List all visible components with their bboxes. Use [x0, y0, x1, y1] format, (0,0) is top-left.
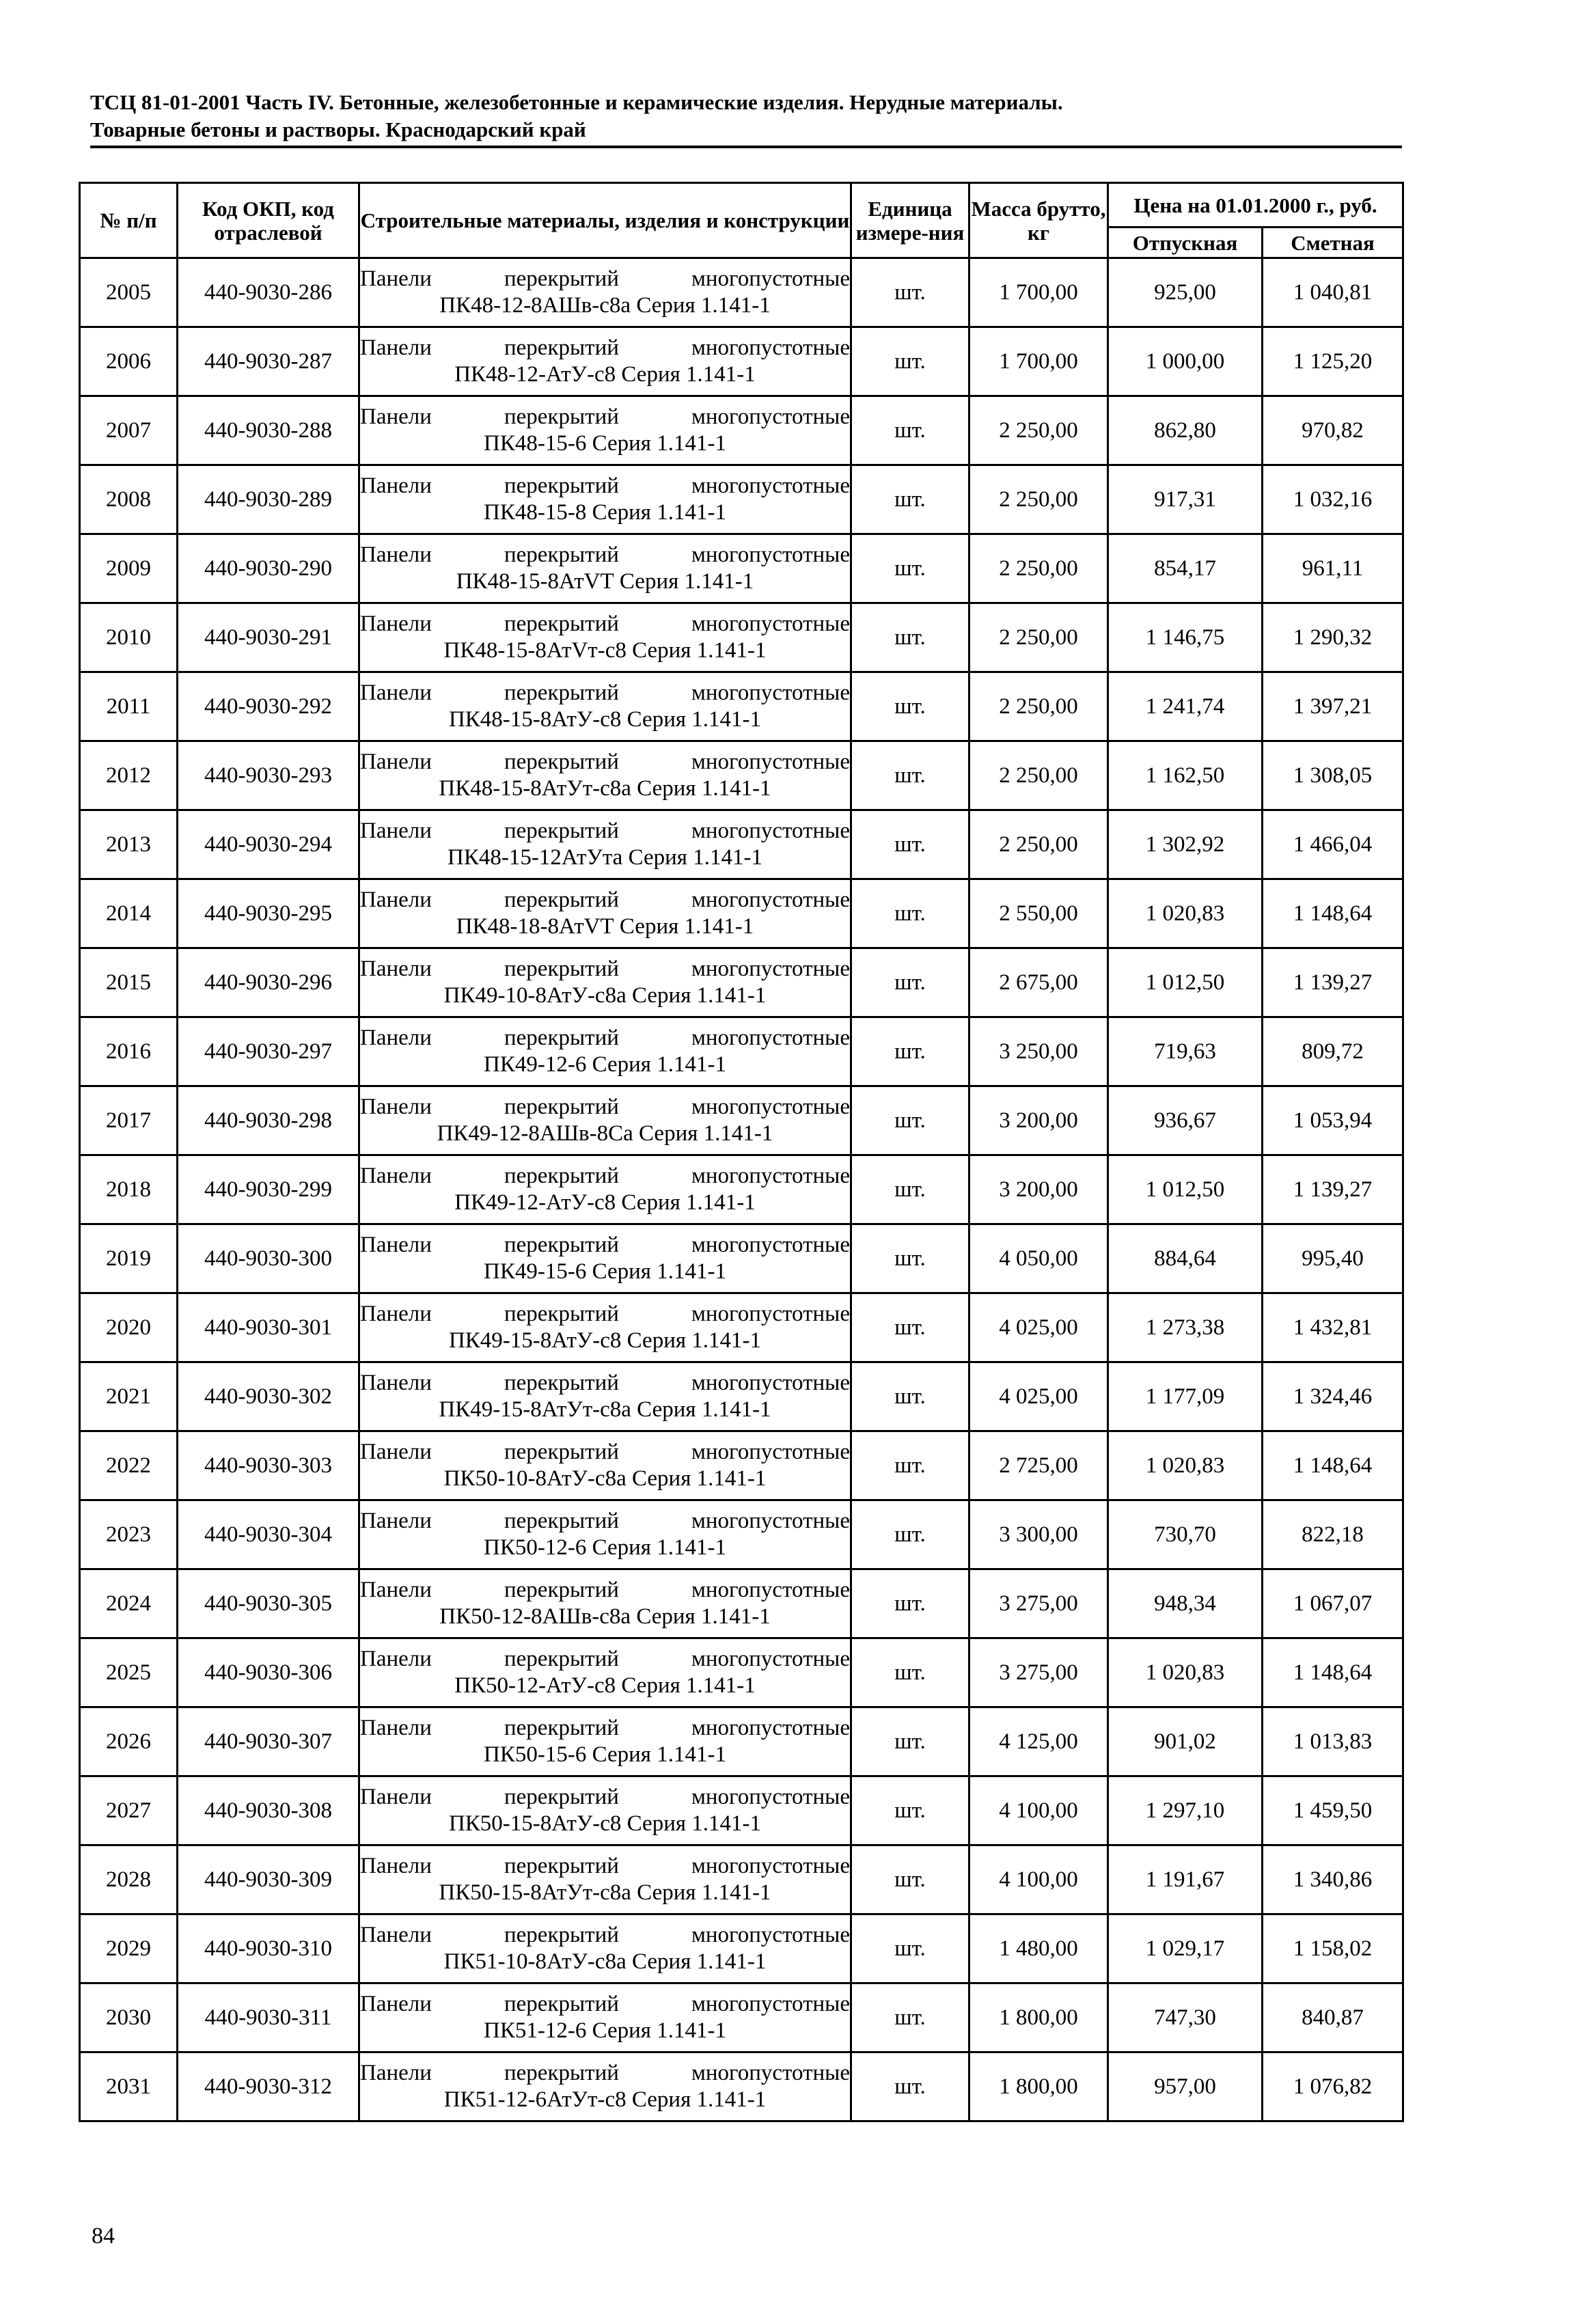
table-row — [80, 1914, 1403, 1983]
cell-price-release: 1 029,17 — [1108, 1914, 1263, 1983]
cell-unit: шт. — [851, 1086, 969, 1155]
cell-mass: 3 250,00 — [969, 1017, 1108, 1086]
cell-price-release: 936,67 — [1108, 1086, 1263, 1155]
table-row — [80, 1362, 1403, 1431]
cell-unit: шт. — [851, 603, 969, 672]
table-header — [80, 183, 1403, 258]
cell-unit: шт. — [851, 1638, 969, 1707]
item-name-line1: Панели перекрытий многопустотные — [360, 1923, 850, 1947]
table-row — [80, 1983, 1403, 2052]
table-row — [80, 1431, 1403, 1500]
table-row — [80, 1638, 1403, 1707]
cell-num: 2005 — [80, 258, 178, 327]
cell-price-estimate: 1 032,16 — [1263, 465, 1403, 534]
table-row — [80, 672, 1403, 741]
cell-num: 2010 — [80, 603, 178, 672]
table-row — [80, 879, 1403, 948]
cell-code: 440-9030-292 — [178, 672, 359, 741]
cell-code: 440-9030-295 — [178, 879, 359, 948]
cell-unit: шт. — [851, 1224, 969, 1293]
item-name-line1: Панели перекрытий многопустотные — [360, 473, 850, 498]
item-name-line2: ПК51-10-8АтУ-с8а Серия 1.141-1 — [443, 1949, 767, 1974]
cell-unit: шт. — [851, 1017, 969, 1086]
item-name-line2: ПК49-12-6 Серия 1.141-1 — [484, 1052, 726, 1077]
item-name-line2: ПК48-15-12АтУта Серия 1.141-1 — [448, 845, 762, 870]
cell-num: 2021 — [80, 1362, 178, 1431]
document-header — [90, 89, 1402, 143]
cell-mass: 4 125,00 — [969, 1707, 1108, 1776]
table-row — [80, 741, 1403, 810]
cell-mass: 2 250,00 — [969, 741, 1108, 810]
cell-code: 440-9030-308 — [178, 1776, 359, 1845]
cell-price-estimate: 1 148,64 — [1263, 1638, 1403, 1707]
cell-price-estimate: 1 459,50 — [1263, 1776, 1403, 1845]
table-row — [80, 1845, 1403, 1914]
col-header-price-release: Отпускная — [1108, 228, 1263, 258]
cell-price-estimate: 1 139,27 — [1263, 1155, 1403, 1224]
cell-price-estimate: 1 148,64 — [1263, 1431, 1403, 1500]
table-row — [80, 1086, 1403, 1155]
cell-name — [359, 1362, 851, 1431]
col-header-name: Строительные материалы, изделия и конструкции — [359, 183, 851, 258]
table-row — [80, 1569, 1403, 1638]
cell-name — [359, 1776, 851, 1845]
cell-price-release: 1 012,50 — [1108, 948, 1263, 1017]
cell-price-estimate: 1 040,81 — [1263, 258, 1403, 327]
cell-price-estimate: 1 148,64 — [1263, 879, 1403, 948]
cell-num: 2024 — [80, 1569, 178, 1638]
item-name-line1: Панели перекрытий многопустотные — [360, 335, 850, 360]
cell-name — [359, 879, 851, 948]
cell-mass: 2 250,00 — [969, 810, 1108, 879]
cell-code: 440-9030-304 — [178, 1500, 359, 1569]
cell-num: 2022 — [80, 1431, 178, 1500]
cell-mass: 3 200,00 — [969, 1086, 1108, 1155]
cell-unit: шт. — [851, 810, 969, 879]
cell-num: 2009 — [80, 534, 178, 603]
cell-name — [359, 1983, 851, 2052]
item-name-line2: ПК49-15-6 Серия 1.141-1 — [484, 1259, 726, 1284]
cell-num: 2027 — [80, 1776, 178, 1845]
cell-code: 440-9030-301 — [178, 1293, 359, 1362]
cell-name — [359, 810, 851, 879]
cell-name — [359, 534, 851, 603]
table-row — [80, 1500, 1403, 1569]
item-name-line2: ПК48-15-8АтУт-с8а Серия 1.141-1 — [439, 776, 771, 801]
cell-price-release: 747,30 — [1108, 1983, 1263, 2052]
item-name-line2: ПК49-12-8АШв-8Са Серия 1.141-1 — [437, 1121, 773, 1146]
cell-num: 2025 — [80, 1638, 178, 1707]
cell-mass: 2 250,00 — [969, 534, 1108, 603]
cell-code: 440-9030-289 — [178, 465, 359, 534]
table-row — [80, 1017, 1403, 1086]
cell-name — [359, 2052, 851, 2121]
item-name-line2: ПК49-10-8АтУ-с8а Серия 1.141-1 — [443, 983, 767, 1008]
cell-code: 440-9030-302 — [178, 1362, 359, 1431]
cell-price-estimate: 1 397,21 — [1263, 672, 1403, 741]
item-name-line1: Панели перекрытий многопустотные — [360, 1785, 850, 1809]
cell-mass: 2 250,00 — [969, 396, 1108, 465]
cell-price-estimate: 1 324,46 — [1263, 1362, 1403, 1431]
cell-price-release: 1 177,09 — [1108, 1362, 1263, 1431]
cell-unit: шт. — [851, 1845, 969, 1914]
item-name-line1: Панели перекрытий многопустотные — [360, 2061, 850, 2085]
cell-code: 440-9030-299 — [178, 1155, 359, 1224]
cell-unit: шт. — [851, 465, 969, 534]
item-name-line2: ПК48-12-8АШв-с8а Серия 1.141-1 — [439, 293, 771, 318]
cell-mass: 1 800,00 — [969, 1983, 1108, 2052]
cell-unit: шт. — [851, 1155, 969, 1224]
item-name-line2: ПК49-12-АтУ-с8 Серия 1.141-1 — [454, 1190, 756, 1215]
cell-price-release: 730,70 — [1108, 1500, 1263, 1569]
cell-code: 440-9030-293 — [178, 741, 359, 810]
cell-mass: 1 700,00 — [969, 327, 1108, 396]
cell-name — [359, 1845, 851, 1914]
item-name-line1: Панели перекрытий многопустотные — [360, 1647, 850, 1671]
cell-num: 2007 — [80, 396, 178, 465]
cell-price-release: 1 020,83 — [1108, 879, 1263, 948]
cell-name — [359, 1500, 851, 1569]
item-name-line2: ПК48-15-8 Серия 1.141-1 — [484, 500, 726, 525]
item-name-line1: Панели перекрытий многопустотные — [360, 1026, 850, 1050]
cell-unit: шт. — [851, 1707, 969, 1776]
cell-num: 2031 — [80, 2052, 178, 2121]
item-name-line2: ПК51-12-6 Серия 1.141-1 — [484, 2018, 726, 2043]
cell-price-release: 925,00 — [1108, 258, 1263, 327]
cell-price-estimate: 1 067,07 — [1263, 1569, 1403, 1638]
table-row — [80, 948, 1403, 1017]
header-divider — [90, 146, 1402, 148]
col-header-num: № п/п — [80, 183, 178, 258]
cell-price-estimate: 970,82 — [1263, 396, 1403, 465]
item-name-line1: Панели перекрытий многопустотные — [360, 819, 850, 843]
item-name-line1: Панели перекрытий многопустотные — [360, 1302, 850, 1326]
item-name-line1: Панели перекрытий многопустотные — [360, 266, 850, 291]
cell-price-estimate: 961,11 — [1263, 534, 1403, 603]
cell-price-estimate: 1 013,83 — [1263, 1707, 1403, 1776]
cell-unit: шт. — [851, 1914, 969, 1983]
item-name-line2: ПК48-15-8АтУ-с8 Серия 1.141-1 — [448, 707, 762, 732]
cell-price-estimate: 809,72 — [1263, 1017, 1403, 1086]
cell-price-estimate: 1 076,82 — [1263, 2052, 1403, 2121]
cell-unit: шт. — [851, 1983, 969, 2052]
cell-unit: шт. — [851, 948, 969, 1017]
cell-price-estimate: 1 053,94 — [1263, 1086, 1403, 1155]
cell-mass: 2 250,00 — [969, 672, 1108, 741]
cell-price-release: 1 000,00 — [1108, 327, 1263, 396]
cell-name — [359, 1707, 851, 1776]
cell-code: 440-9030-294 — [178, 810, 359, 879]
item-name-line2: ПК50-15-8АтУт-с8а Серия 1.141-1 — [439, 1880, 771, 1905]
cell-unit: шт. — [851, 1362, 969, 1431]
cell-mass: 2 675,00 — [969, 948, 1108, 1017]
cell-name — [359, 672, 851, 741]
cell-num: 2020 — [80, 1293, 178, 1362]
cell-name — [359, 1293, 851, 1362]
cell-num: 2018 — [80, 1155, 178, 1224]
cell-mass: 2 250,00 — [969, 465, 1108, 534]
table-row — [80, 1155, 1403, 1224]
cell-price-release: 862,80 — [1108, 396, 1263, 465]
cell-price-estimate: 822,18 — [1263, 1500, 1403, 1569]
cell-code: 440-9030-298 — [178, 1086, 359, 1155]
item-name-line1: Панели перекрытий многопустотные — [360, 957, 850, 981]
price-table — [79, 182, 1404, 2122]
item-name-line2: ПК50-10-8АтУ-с8а Серия 1.141-1 — [443, 1466, 767, 1491]
cell-unit: шт. — [851, 396, 969, 465]
table-row — [80, 1293, 1403, 1362]
item-name-line2: ПК48-15-8АтVт-с8 Серия 1.141-1 — [443, 638, 767, 663]
item-name-line1: Панели перекрытий многопустотные — [360, 750, 850, 774]
cell-code: 440-9030-297 — [178, 1017, 359, 1086]
item-name-line2: ПК50-12-АтУ-с8 Серия 1.141-1 — [454, 1673, 756, 1698]
cell-mass: 1 700,00 — [969, 258, 1108, 327]
cell-code: 440-9030-307 — [178, 1707, 359, 1776]
cell-name — [359, 1224, 851, 1293]
cell-code: 440-9030-287 — [178, 327, 359, 396]
cell-name — [359, 1914, 851, 1983]
item-name-line1: Панели перекрытий многопустотные — [360, 1854, 850, 1878]
cell-name — [359, 741, 851, 810]
cell-unit: шт. — [851, 1569, 969, 1638]
table-row — [80, 1776, 1403, 1845]
cell-num: 2026 — [80, 1707, 178, 1776]
cell-price-estimate: 1 125,20 — [1263, 327, 1403, 396]
cell-unit: шт. — [851, 741, 969, 810]
cell-name — [359, 465, 851, 534]
item-name-line2: ПК51-12-6АтУт-с8 Серия 1.141-1 — [443, 2087, 767, 2112]
cell-mass: 3 275,00 — [969, 1638, 1108, 1707]
header-title-line2: Товарные бетоны и растворы. Краснодарский край — [90, 118, 586, 141]
cell-name — [359, 1569, 851, 1638]
cell-price-estimate: 840,87 — [1263, 1983, 1403, 2052]
cell-mass: 1 480,00 — [969, 1914, 1108, 1983]
cell-code: 440-9030-286 — [178, 258, 359, 327]
cell-price-release: 901,02 — [1108, 1707, 1263, 1776]
cell-name — [359, 327, 851, 396]
item-name-line1: Панели перекрытий многопустотные — [360, 542, 850, 567]
cell-num: 2019 — [80, 1224, 178, 1293]
cell-num: 2015 — [80, 948, 178, 1017]
col-header-price-group: Цена на 01.01.2000 г., руб. — [1108, 183, 1403, 228]
cell-mass: 1 800,00 — [969, 2052, 1108, 2121]
item-name-line1: Панели перекрытий многопустотные — [360, 1578, 850, 1602]
cell-price-release: 957,00 — [1108, 2052, 1263, 2121]
table-row — [80, 2052, 1403, 2121]
cell-mass: 4 050,00 — [969, 1224, 1108, 1293]
cell-num: 2029 — [80, 1914, 178, 1983]
cell-unit: шт. — [851, 2052, 969, 2121]
cell-mass: 2 250,00 — [969, 603, 1108, 672]
cell-name — [359, 1155, 851, 1224]
cell-mass: 2 725,00 — [969, 1431, 1108, 1500]
cell-price-release: 719,63 — [1108, 1017, 1263, 1086]
cell-num: 2013 — [80, 810, 178, 879]
cell-price-release: 854,17 — [1108, 534, 1263, 603]
col-header-code: Код ОКП, код отраслевой — [178, 183, 359, 258]
cell-num: 2016 — [80, 1017, 178, 1086]
cell-price-estimate: 1 340,86 — [1263, 1845, 1403, 1914]
cell-price-estimate: 1 290,32 — [1263, 603, 1403, 672]
item-name-line1: Панели перекрытий многопустотные — [360, 1371, 850, 1395]
item-name-line1: Панели перекрытий многопустотные — [360, 1233, 850, 1257]
cell-mass: 3 200,00 — [969, 1155, 1108, 1224]
page-number: 84 — [92, 2223, 115, 2249]
item-name-line2: ПК49-15-8АтУт-с8а Серия 1.141-1 — [439, 1397, 771, 1422]
cell-name — [359, 396, 851, 465]
item-name-line2: ПК50-15-6 Серия 1.141-1 — [484, 1742, 726, 1767]
table-row — [80, 465, 1403, 534]
cell-price-estimate: 1 308,05 — [1263, 741, 1403, 810]
item-name-line2: ПК48-18-8АтVТ Серия 1.141-1 — [456, 914, 754, 939]
header-title-line1: ТСЦ 81-01-2001 Часть IV. Бетонные, железобетонные и керамические изделия. Нерудные материалы. — [90, 90, 1063, 114]
col-header-mass: Масса брутто, кг — [969, 183, 1108, 258]
cell-mass: 2 550,00 — [969, 879, 1108, 948]
cell-price-release: 1 162,50 — [1108, 741, 1263, 810]
cell-price-estimate: 1 466,04 — [1263, 810, 1403, 879]
cell-code: 440-9030-291 — [178, 603, 359, 672]
cell-code: 440-9030-309 — [178, 1845, 359, 1914]
item-name-line1: Панели перекрытий многопустотные — [360, 404, 850, 429]
cell-code: 440-9030-303 — [178, 1431, 359, 1500]
cell-num: 2011 — [80, 672, 178, 741]
item-name-line2: ПК50-15-8АтУ-с8 Серия 1.141-1 — [448, 1811, 762, 1836]
cell-name — [359, 1017, 851, 1086]
cell-num: 2006 — [80, 327, 178, 396]
cell-name — [359, 1431, 851, 1500]
cell-code: 440-9030-296 — [178, 948, 359, 1017]
cell-unit: шт. — [851, 534, 969, 603]
cell-num: 2028 — [80, 1845, 178, 1914]
cell-name — [359, 258, 851, 327]
item-name-line1: Панели перекрытий многопустотные — [360, 1095, 850, 1119]
item-name-line2: ПК50-12-8АШв-с8а Серия 1.141-1 — [439, 1604, 771, 1629]
item-name-line1: Панели перекрытий многопустотные — [360, 888, 850, 912]
cell-name — [359, 1086, 851, 1155]
cell-mass: 4 025,00 — [969, 1293, 1108, 1362]
item-name-line1: Панели перекрытий многопустотные — [360, 612, 850, 636]
table-row — [80, 810, 1403, 879]
col-header-unit: Единица измере-ния — [851, 183, 969, 258]
cell-price-estimate: 1 139,27 — [1263, 948, 1403, 1017]
item-name-line2: ПК48-12-АтУ-с8 Серия 1.141-1 — [454, 362, 756, 387]
table-row — [80, 534, 1403, 603]
cell-price-estimate: 1 158,02 — [1263, 1914, 1403, 1983]
table-body — [80, 258, 1403, 2121]
cell-unit: шт. — [851, 258, 969, 327]
cell-unit: шт. — [851, 879, 969, 948]
cell-price-release: 1 012,50 — [1108, 1155, 1263, 1224]
cell-unit: шт. — [851, 672, 969, 741]
cell-mass: 3 275,00 — [969, 1569, 1108, 1638]
cell-unit: шт. — [851, 1776, 969, 1845]
item-name-line2: ПК49-15-8АтУ-с8 Серия 1.141-1 — [448, 1328, 762, 1353]
cell-mass: 4 025,00 — [969, 1362, 1108, 1431]
cell-price-release: 1 020,83 — [1108, 1431, 1263, 1500]
col-header-price-estimate: Сметная — [1263, 228, 1403, 258]
cell-price-estimate: 995,40 — [1263, 1224, 1403, 1293]
cell-code: 440-9030-310 — [178, 1914, 359, 1983]
cell-price-release: 1 191,67 — [1108, 1845, 1263, 1914]
cell-code: 440-9030-312 — [178, 2052, 359, 2121]
cell-name — [359, 948, 851, 1017]
cell-unit: шт. — [851, 1293, 969, 1362]
cell-price-estimate: 1 432,81 — [1263, 1293, 1403, 1362]
cell-mass: 4 100,00 — [969, 1776, 1108, 1845]
table-row — [80, 396, 1403, 465]
cell-price-release: 1 297,10 — [1108, 1776, 1263, 1845]
table-row — [80, 327, 1403, 396]
cell-num: 2030 — [80, 1983, 178, 2052]
item-name-line2: ПК50-12-6 Серия 1.141-1 — [484, 1535, 726, 1560]
table-row — [80, 258, 1403, 327]
cell-price-release: 1 273,38 — [1108, 1293, 1263, 1362]
item-name-line1: Панели перекрытий многопустотные — [360, 1164, 850, 1188]
item-name-line2: ПК48-15-8АтVТ Серия 1.141-1 — [456, 569, 754, 594]
cell-mass: 4 100,00 — [969, 1845, 1108, 1914]
item-name-line1: Панели перекрытий многопустотные — [360, 1440, 850, 1464]
cell-code: 440-9030-305 — [178, 1569, 359, 1638]
cell-code: 440-9030-306 — [178, 1638, 359, 1707]
cell-unit: шт. — [851, 1500, 969, 1569]
item-name-line2: ПК48-15-6 Серия 1.141-1 — [484, 431, 726, 456]
cell-price-release: 917,31 — [1108, 465, 1263, 534]
cell-price-release: 1 302,92 — [1108, 810, 1263, 879]
table-row — [80, 603, 1403, 672]
cell-num: 2012 — [80, 741, 178, 810]
table-row — [80, 1707, 1403, 1776]
cell-price-release: 948,34 — [1108, 1569, 1263, 1638]
cell-name — [359, 603, 851, 672]
cell-code: 440-9030-300 — [178, 1224, 359, 1293]
cell-unit: шт. — [851, 1431, 969, 1500]
item-name-line1: Панели перекрытий многопустотные — [360, 1509, 850, 1533]
table-row — [80, 1224, 1403, 1293]
cell-code: 440-9030-288 — [178, 396, 359, 465]
item-name-line1: Панели перекрытий многопустотные — [360, 681, 850, 705]
cell-unit: шт. — [851, 327, 969, 396]
cell-price-release: 1 241,74 — [1108, 672, 1263, 741]
cell-num: 2023 — [80, 1500, 178, 1569]
cell-price-release: 1 020,83 — [1108, 1638, 1263, 1707]
item-name-line1: Панели перекрытий многопустотные — [360, 1716, 850, 1740]
cell-num: 2014 — [80, 879, 178, 948]
cell-code: 440-9030-311 — [178, 1983, 359, 2052]
item-name-line1: Панели перекрытий многопустотные — [360, 1992, 850, 2016]
cell-num: 2017 — [80, 1086, 178, 1155]
cell-name — [359, 1638, 851, 1707]
cell-num: 2008 — [80, 465, 178, 534]
cell-mass: 3 300,00 — [969, 1500, 1108, 1569]
cell-price-release: 1 146,75 — [1108, 603, 1263, 672]
cell-code: 440-9030-290 — [178, 534, 359, 603]
cell-price-release: 884,64 — [1108, 1224, 1263, 1293]
